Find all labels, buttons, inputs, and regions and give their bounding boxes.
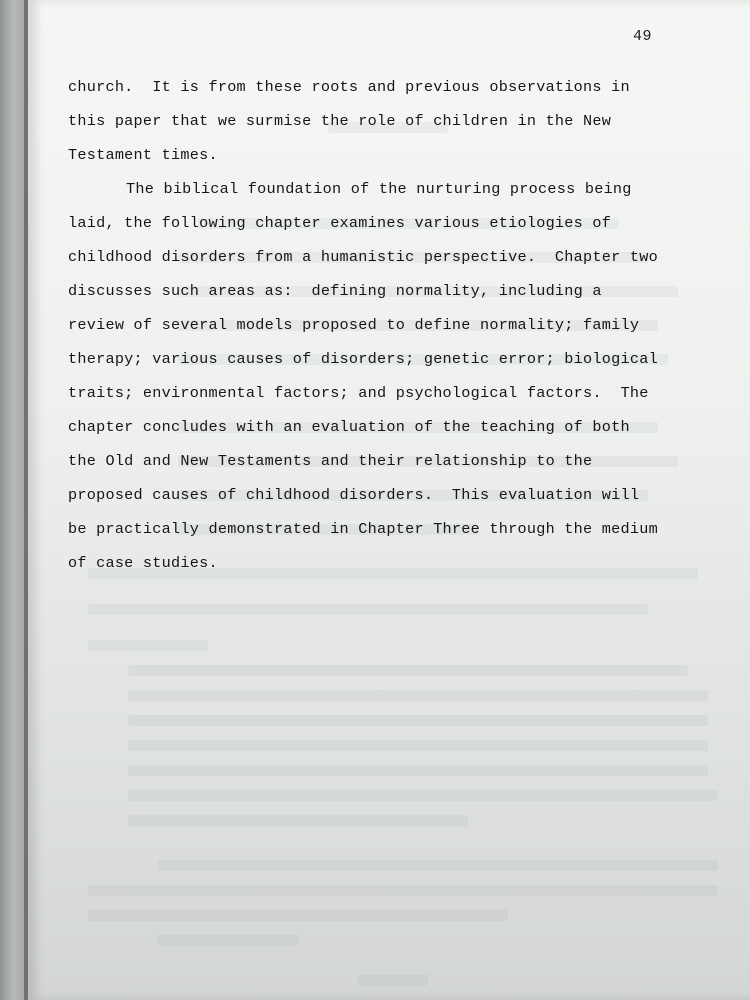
text-line: therapy; various causes of disorders; genetic error; biological (68, 350, 658, 368)
text-line: proposed causes of childhood disorders. This evaluation will (68, 486, 640, 504)
text-line: childhood disorders from a humanistic perspective. Chapter two (68, 248, 658, 266)
book-binding (0, 0, 24, 1000)
text-line: of case studies. (68, 554, 218, 572)
text-line: Testament times. (68, 146, 218, 164)
body-text (68, 70, 698, 580)
text-line: discusses such areas as: defining normality, including a (68, 282, 602, 300)
text-line: church. It is from these roots and previous observations in (68, 78, 630, 96)
text-line: be practically demonstrated in Chapter Three through the medium (68, 520, 658, 538)
text-line: this paper that we surmise the role of children in the New (68, 112, 612, 130)
text-line: the Old and New Testaments and their relationship to the (68, 452, 593, 470)
text-line: chapter concludes with an evaluation of the teaching of both (68, 418, 630, 436)
text-line: traits; environmental factors; and psychological factors. The (68, 384, 649, 402)
text-line: laid, the following chapter examines various etiologies of (68, 214, 612, 232)
text-line: review of several models proposed to define normality; family (68, 316, 640, 334)
page-number: 49 (632, 28, 652, 45)
paragraph-start-line: The biblical foundation of the nurturing process being (126, 180, 632, 198)
document-page (28, 0, 750, 1000)
